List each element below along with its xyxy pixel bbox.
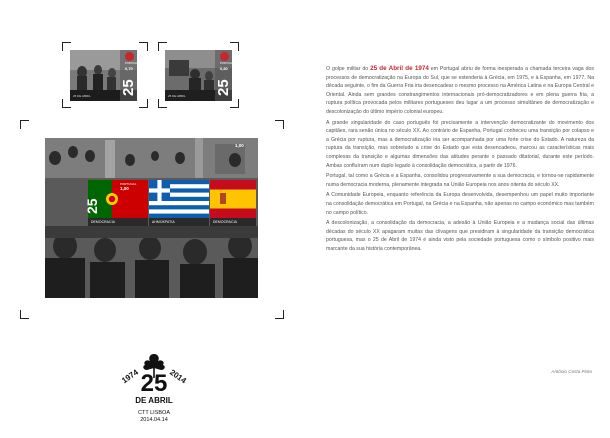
postmark-title: DE ABRIL [135,396,173,405]
flag-caption: DEMOCRACIA [88,218,148,226]
flag-caption: ΔΗΜΟΚΡΑΤΙΑ [149,218,209,226]
sheet-denomination: 1,00 [235,143,244,148]
postmark-number: 25 [140,370,168,397]
flag-value: 1,00 [120,186,129,191]
stamp-caption: 25 DE ABRIL [168,94,186,98]
carnation-icon [125,52,134,61]
paragraph: O golpe militar do 25 de Abril de 1974 em Portugal abriu de forma inesperada a chamada terceira vaga dos processos de democratização na Europa do Sul, que se estenderia à Grécia, em 1975, e à Espanha, em 1977. Na década seguinte, o fim da Guerra Fria iria desencadear o mesmo processo na América Latina e na Europa Central e Oriental. Ainda sem grandes constrangimentos internacionais pró-democratizadores e em plena guerra fria, a ruptura política provocada pelos militares portugueses deu lugar a um processo simultâneo de democratização e descolonização do último império colonial europeu. [326,65,594,115]
postmark-place: CTT LISBOA [138,410,170,416]
crop-mark [20,310,29,319]
author-signature: António Costa Pinto [551,369,592,374]
crop-mark [275,120,284,129]
paragraph: A Comunidade Europeia, enquanto referência da Europa desenvolvida, desempenhou um papel muito importante na consolidação democrática em Portugal, na Grécia e na Espanha, não apenas no campo económico mas também no campo político. [326,192,594,216]
flag-stamp-portugal [84,180,148,226]
highlighted-date: 25 de Abril de 1974 [370,65,429,72]
postmark-year-right: 2014 [168,367,188,386]
article-text [326,65,594,255]
souvenir-sheet [45,138,258,298]
greece-flag-icon [149,180,209,218]
paragraph: Portugal, tal como a Grécia e a Espanha, consolidou progressivamente a sua democracia, e tornou-se rapidamente numa democracia moderna, plenamente integrada na União Europeia nos anos oitenta do século XX. [326,173,594,188]
stamp-caption: 25 DE ABRIL [73,94,91,98]
stamp-small-1 [70,50,140,101]
flag-caption: DEMOCRACIA [210,218,256,226]
paragraph: A grande singularidade do caso português foi precisamente a intervenção democratizante do movimento dos capitães, rara senão única no século XX. Ao contrário de Espanha, Portugal conheceu uma transição por colapso e a Grécia por ruptura, mas a democratização iria ser acompanhada por uma forte crise do Estado. A natureza da ruptura da transição, mas sobretudo a crise do Estado que esta desencadeou, marcou as características mais complexas da transição e algumas dimensões das atitudes perante o passado ditatorial, durante este período. Ambas confluíram num duplo legado à consolidação democrática, a partir de 1976. [326,119,594,169]
flag-stamp-spain [210,180,256,226]
stamp-small-2 [165,50,235,101]
stamp-number: 25 [120,79,137,96]
stamp-country: PORTUGAL [125,62,140,65]
carnation-icon [220,52,229,61]
postmark-year-left: 1974 [120,367,140,386]
spain-flag-icon [210,180,256,218]
crop-mark [139,42,148,51]
stamp-denomination: 0,80 [220,66,228,71]
postmark-date: 2014.04.14 [140,417,168,423]
stamp-denomination: 0,70 [125,66,133,71]
crop-mark [20,120,29,129]
flag-stamp-greece [149,180,209,226]
crop-mark [275,310,284,319]
postmark [114,352,194,432]
stamp-country: PORTUGAL [220,62,235,65]
crop-mark [139,99,148,108]
sheet-big-value: 25 [84,198,100,214]
flag-country: PORTUGAL [120,182,137,186]
paragraph: A descolonização, a consolidação da democracia, a adesão à União Europeia e a mudança social das últimas décadas do século XX apagaram muitas das clivagens que presidiram à singularidade da transição democrática portuguesa, mas o 25 de Abril de 1974 é ainda visto pela sociedade portuguesa como o símbolo positivo mais marcante da sua história contemporânea. [326,220,594,252]
stamp-number: 25 [215,79,232,96]
